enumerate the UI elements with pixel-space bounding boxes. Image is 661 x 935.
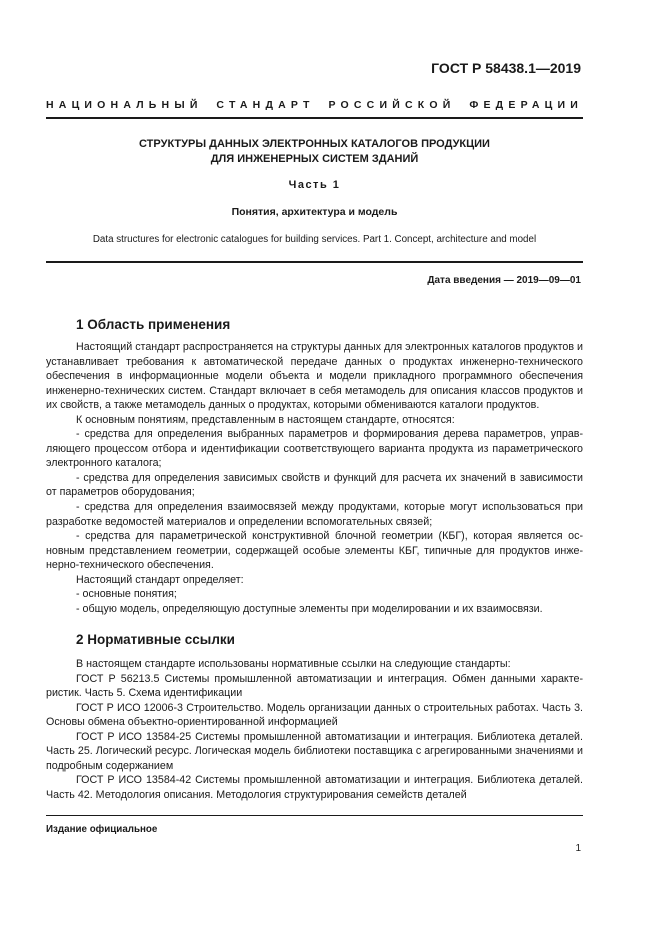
paragraph: Настоящий стандарт определяет:: [76, 573, 244, 586]
section-1-heading: 1 Область применения: [76, 317, 231, 332]
list-item: - общую модель, определяющую доступные элементы при моделировании и их взаимосвязи.: [76, 602, 543, 615]
reference-item: ГОСТ Р 56213.5 Системы промышленной автоматизации и интеграция. Обмен данными характеристик. Часть 5. Схема идентификации: [46, 672, 583, 700]
header-rule: [46, 117, 583, 119]
list-item: - основные понятия;: [76, 588, 177, 601]
reference-item: ГОСТ Р ИСО 12006-3 Строительство. Модель организации данных о строительных работах. Часть 3. Основы обмена объектно-ориентированной информацией: [46, 701, 583, 729]
list-item: - средства для определения выбранных параметров и формирования дерева параметров, управляющего процессом отбора и идентификации соответствующего варианта продукта из параметрического электронного каталога;: [46, 428, 583, 470]
title-rule: [46, 261, 583, 263]
part-label: Часть 1: [288, 179, 341, 191]
standard-number: ГОСТ Р 58438.1—2019: [431, 60, 581, 76]
list-item: - средства для определения взаимосвязей между продуктами, которые могут использоваться при разработке ведомостей материалов и определении вспомогательных связей;: [46, 501, 583, 528]
paragraph: В настоящем стандарте использованы нормативные ссылки на следующие стандарты:: [76, 658, 511, 670]
title-line-2: ДЛЯ ИНЖЕНЕРНЫХ СИСТЕМ ЗДАНИЙ: [210, 153, 419, 165]
document-title: [46, 137, 583, 167]
official-edition-label: Издание официальное: [46, 824, 158, 835]
section-2-heading: 2 Нормативные ссылки: [76, 632, 235, 647]
section-2-body: [46, 657, 583, 802]
paragraph: К основным понятиям, представленным в настоящем стандарте, относятся:: [76, 413, 455, 426]
paragraph: Настоящий стандарт распространяется на структуры данных для электронных каталогов продуктов и устанавливает требования к автоматической передаче данных о продуктах инженерно-технического обеспечения в информационные модели объекта и модели прикладного программного обеспечения инженерно-технических систем. Стандарт включает в себя метамодель для описания классов продуктов и их свойств, а также метамодель данных о продуктах, которыми обмениваются каталоги продуктов.: [46, 341, 583, 412]
list-item: - средства для параметрической конструктивной блочной геометрии (КБГ), которая является основным представлением геометрии, содержащей особые элементы КБГ, типичные для продуктов инженерно-технического обеспечения.: [46, 530, 583, 572]
part-subtitle: Понятия, архитектура и модель: [231, 206, 398, 218]
reference-item: ГОСТ Р ИСО 13584-42 Системы промышленной автоматизации и интеграция. Библиотека деталей. Часть 42. Методология описания. Методология структурирования семейств деталей: [46, 774, 583, 801]
title-line-1: СТРУКТУРЫ ДАННЫХ ЭЛЕКТРОННЫХ КАТАЛОГОВ ПРОДУКЦИИ: [139, 138, 490, 150]
reference-item: ГОСТ Р ИСО 13584-25 Системы промышленной автоматизации и интеграция. Библиотека деталей. Часть 25. Логический ресурс. Логическая модель библиотеки поставщика с агрегированными значениями и подробным содержанием: [46, 730, 583, 772]
list-item: - средства для определения зависимых свойств и функций для расчета их значений в зависимости от параметров оборудования;: [46, 471, 583, 499]
introduction-date: Дата введения — 2019—09—01: [427, 275, 581, 286]
english-title: Data structures for electronic catalogues for building services. Part 1. Concept, architecture and model: [92, 234, 537, 245]
page-number: 1: [575, 843, 581, 854]
national-standard-banner: НАЦИОНАЛЬНЫЙ СТАНДАРТ РОССИЙСКОЙ ФЕДЕРАЦИИ: [46, 99, 583, 111]
section-1-body: [46, 340, 583, 616]
footer-rule: [46, 815, 583, 816]
